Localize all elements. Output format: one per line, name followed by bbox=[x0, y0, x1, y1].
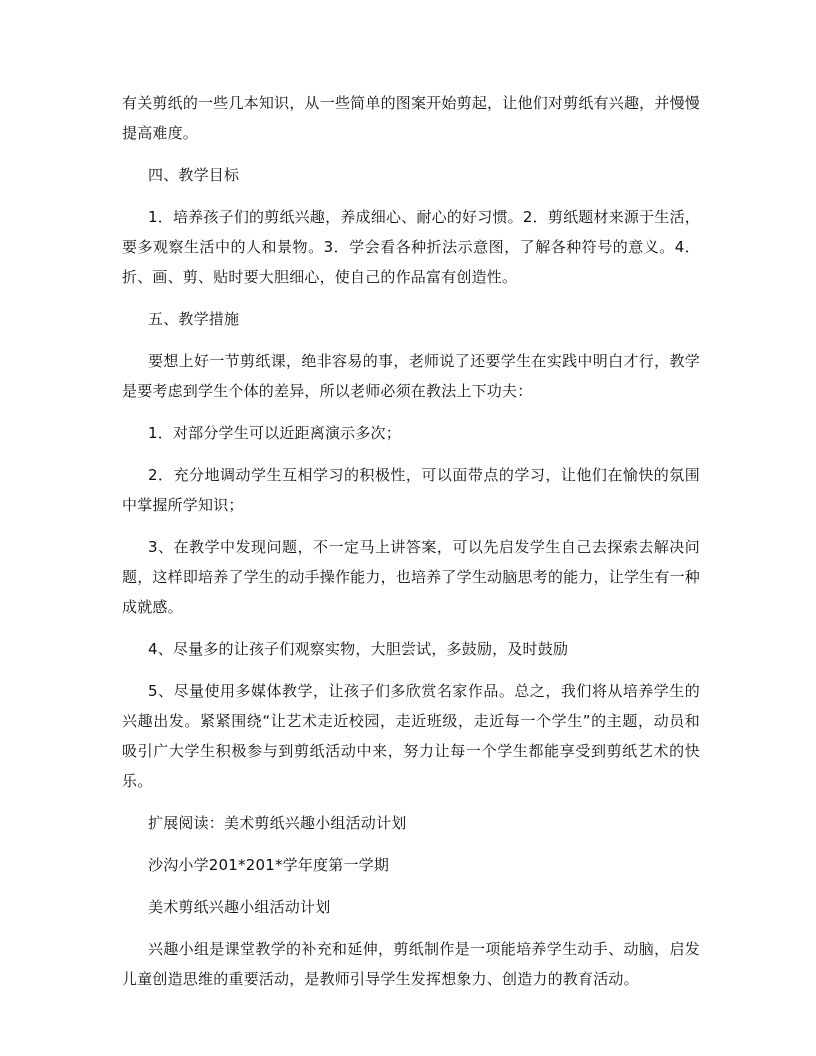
extended-reading-heading: 扩展阅读：美术剪纸兴趣小组活动计划 bbox=[148, 814, 407, 832]
list-item-measure-2: 2．充分地调动学生互相学习的积极性，可以面带点的学习，让他们在愉快的氛围中掌握所学知识； bbox=[122, 466, 700, 514]
paragraph-intro-continued: 有关剪纸的一些几本知识，从一些简单的图案开始剪起，让他们对剪纸有兴趣，并慢慢提高难度。 bbox=[122, 94, 700, 142]
paragraph-measures-intro: 要想上好一节剪纸课，绝非容易的事，老师说了还要学生在实践中明白才行，教学是要考虑到学生个体的差异，所以老师必须在教法上下功夫： bbox=[122, 352, 700, 400]
list-item-measure-5: 5、尽量使用多媒体教学，让孩子们多欣赏名家作品。总之，我们将从培养学生的兴趣出发。紧紧围绕“让艺术走近校园，走近班级，走近每一个学生”的主题，动员和吸引广大学生积极参与到剪纸活动中来，努力让每一个学生都能享受到剪纸艺术的快乐。 bbox=[122, 682, 700, 790]
list-item-measure-1: 1．对部分学生可以近距离演示多次； bbox=[148, 424, 401, 442]
list-item-measure-3: 3、在教学中发现问题，不一定马上讲答案，可以先启发学生自己去探索去解决问题，这样即培养了学生的动手操作能力，也培养了学生动脑思考的能力，让学生有一种成就感。 bbox=[122, 538, 700, 616]
section-heading-teaching-measures: 五、教学措施 bbox=[148, 310, 240, 328]
plan-title: 美术剪纸兴趣小组活动计划 bbox=[148, 898, 331, 916]
school-term-line: 沙沟小学201*201*学年度第一学期 bbox=[148, 856, 390, 874]
section-heading-teaching-goals: 四、教学目标 bbox=[148, 166, 240, 184]
list-item-measure-4: 4、尽量多的让孩子们观察实物，大胆尝试，多鼓励，及时鼓励 bbox=[148, 640, 569, 658]
paragraph-interest-group: 兴趣小组是课堂教学的补充和延伸，剪纸制作是一项能培养学生动手、动脑，启发儿童创造思维的重要活动，是教师引导学生发挥想象力、创造力的教育活动。 bbox=[122, 940, 700, 988]
paragraph-teaching-goals: 1．培养孩子们的剪纸兴趣，养成细心、耐心的好习惯。2．剪纸题材来源于生活，要多观察生活中的人和景物。3．学会看各种折法示意图，了解各种符号的意义。4．折、画、剪、贴时要大胆细心，使自己的作品富有创造性。 bbox=[122, 208, 700, 286]
document-body bbox=[122, 88, 700, 994]
